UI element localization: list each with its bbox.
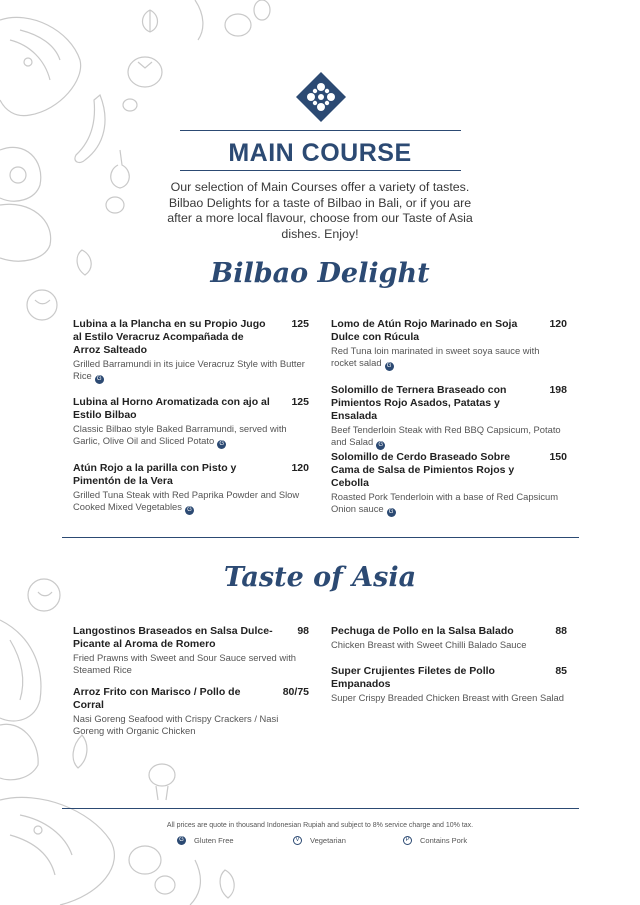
item-name: Langostinos Braseados en Salsa Dulce-Picante al Aroma de Romero: [73, 625, 273, 650]
item-name: Super Crujientes Filetes de Pollo Empanados: [331, 665, 495, 690]
item-name: Arroz Frito con Marisco / Pollo de Corral: [73, 686, 241, 711]
leaf-sketch-icon: [143, 10, 158, 32]
legend-label: Contains Pork: [420, 836, 468, 845]
item-name: Solomillo de Ternera Braseado con Pimientos Rojo Asados, Patatas y Ensalada: [331, 384, 507, 422]
item-description: Beef Tenderloin Steak with Red BBQ Capsicum, Potato and Salad G: [331, 424, 561, 449]
gluten-free-icon: G: [385, 362, 394, 371]
item-price: 125: [291, 318, 309, 330]
title-bottom-rule: [180, 170, 461, 171]
footer-divider: [62, 808, 579, 809]
item-name: Lubina al Horno Aromatizada con ajo al Estilo Bilbao: [73, 396, 270, 421]
fish-sketch-icon: [0, 17, 81, 115]
item-name: Lomo de Atún Rojo Marinado en Soja Dulce con Rúcula: [331, 318, 518, 343]
menu-item: [73, 462, 309, 515]
pork-icon: P: [403, 836, 412, 845]
title-top-rule: [180, 130, 461, 131]
item-price: 120: [549, 318, 567, 330]
gluten-free-icon: G: [376, 441, 385, 450]
legend-label: Gluten Free: [194, 836, 234, 845]
menu-item: [331, 665, 567, 704]
item-description: Roasted Pork Tenderloin with a base of Red Capsicum Onion sauce G: [331, 491, 559, 516]
vegetarian-icon: V: [293, 836, 302, 845]
menu-item: [73, 625, 309, 676]
menu-item: [73, 396, 309, 449]
menu-item: [73, 318, 309, 384]
item-description: Grilled Barramundi in its juice Veracruz Style with Butter Rice G: [73, 358, 305, 383]
section-heading-asia: Taste of Asia: [223, 562, 417, 593]
menu-item: [331, 451, 567, 517]
item-description: Grilled Tuna Steak with Red Paprika Powder and Slow Cooked Mixed Vegetables G: [73, 489, 300, 514]
gluten-free-icon: G: [217, 440, 226, 449]
tomato-sketch-icon: [128, 57, 162, 87]
item-price: 120: [291, 462, 309, 474]
item-description: Chicken Breast with Sweet Chilli Balado Sauce: [331, 639, 527, 650]
item-price: 198: [549, 384, 567, 396]
item-price: 98: [297, 625, 309, 637]
menu-item: [331, 384, 567, 450]
item-description: Super Crispy Breaded Chicken Breast with Green Salad: [331, 692, 564, 703]
item-name: Pechuga de Pollo en la Salsa Balado: [331, 625, 514, 637]
item-name: Atún Rojo a la parilla con Pisto y Pimentón de la Vera: [73, 462, 237, 487]
item-name: Solomillo de Cerdo Braseado Sobre Cama de Salsa de Pimientos Rojos y Cebolla: [331, 451, 515, 489]
item-price: 85: [555, 665, 567, 677]
item-price: 88: [555, 625, 567, 637]
item-description: Nasi Goreng Seafood with Crispy Crackers / Nasi Goreng with Organic Chicken: [73, 713, 279, 737]
menu-item: [73, 686, 309, 737]
item-price: 80/75: [282, 686, 309, 698]
intro-text: Our selection of Main Courses offer a variety of tastes. Bilbao Delights for a taste of Bilbao in Bali, or if you are after a more local flavour, choose from our Taste of Asia dishes. Enjoy!: [167, 180, 473, 241]
gluten-free-icon: G: [185, 506, 194, 515]
legend-contains-pork: [403, 836, 467, 845]
legend-vegetarian: [293, 836, 346, 845]
price-footnote: All prices are quote in thousand Indonesian Rupiah and subject to 8% service charge and 10% tax.: [166, 822, 474, 829]
menu-item: [331, 625, 567, 651]
section-heading-bilbao: Bilbao Delight: [210, 258, 430, 289]
item-description: Fried Prawns with Sweet and Sour Sauce served with Steamed Rice: [73, 652, 297, 676]
page-title: MAIN COURSE: [228, 139, 412, 167]
menu-item: [331, 318, 567, 371]
item-price: 150: [549, 451, 567, 463]
section-divider: [62, 537, 579, 538]
gluten-free-icon: G: [95, 375, 104, 384]
legend-gluten-free: [177, 836, 234, 845]
legend-label: Vegetarian: [310, 836, 346, 845]
diamond-ornament-icon: [296, 72, 346, 122]
item-description: Red Tuna loin marinated in sweet soya sauce with rocket salad G: [331, 345, 540, 370]
item-description: Classic Bilbao style Baked Barramundi, served with Garlic, Olive Oil and Sliced Potato G: [73, 423, 287, 448]
gluten-free-icon: G: [177, 836, 186, 845]
item-price: 125: [291, 396, 309, 408]
gluten-free-icon: G: [387, 508, 396, 517]
item-name: Lubina a la Plancha en su Propio Jugo al Estilo Veracruz Acompañada de Arroz Salteado: [73, 318, 266, 356]
